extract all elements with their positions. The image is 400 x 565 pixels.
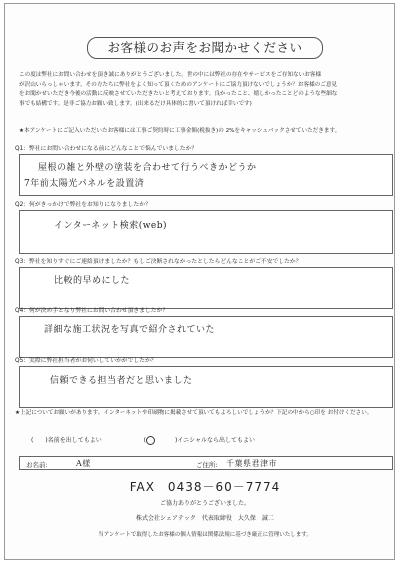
privacy-footer: 当アンケートで取得したお客様の個人情報は関係法規に基づき厳正に管理いたします。	[98, 532, 312, 538]
survey-sheet	[4, 3, 395, 560]
handwritten-answer: インターネット検索(web)	[54, 221, 168, 231]
answer-box-4	[19, 316, 393, 358]
selected-circle-mark	[146, 436, 155, 445]
answer-box-2	[19, 210, 393, 254]
consent-text: ★上記についてお願いがあります。インターネットや印刷物に掲載させて頂いてもよろしいでしょうか？下記の中から○印を お付けください。	[15, 410, 373, 416]
answer-box-1	[19, 154, 393, 196]
intro-text	[19, 71, 389, 109]
consent-option-label: イニシャルなら出してもよい	[177, 437, 255, 444]
question-2-label: Q2：何がきっかけで弊社をお知りになりましたか？	[15, 202, 151, 208]
handwritten-answer: 詳細な施工状況を写真で紹介されていた	[44, 325, 216, 335]
answer-box-5	[19, 366, 393, 408]
address-label: ご住所:	[196, 461, 218, 469]
question-3-label: Q3：弊社を知りすぐにご連絡頂けましたか？もしご決断されなかったとしたらどんなことがご不安でしたか？	[15, 259, 302, 265]
thanks-text: ご協力ありがとうございました。	[159, 500, 250, 507]
name-label: お名前:	[26, 461, 48, 469]
intro-line: が沢山いらっしゃいます。その方たちに弊社をよく知って頂くためのアンケートにご協力頂けないでしょうか？お客様のご意見	[19, 81, 338, 88]
address-value: 千葉県君津市	[226, 459, 277, 468]
consent-option-initial[interactable]: ( )イニシャルなら出してもよい	[143, 437, 255, 444]
intro-line: この度は弊社にお問い合わせを頂き誠にありがとうございました。世の中には弊社の存在やサービスをご存知ないお客様	[19, 72, 322, 78]
consent-options	[31, 435, 295, 445]
cashback-note: ★本アンケートにご記入いただいたお客様には工事ご契約時に工事金額(税抜き)の 2%をキャッシュバックさせていただきます。	[19, 128, 341, 134]
answer-box-3	[19, 267, 393, 309]
question-4-label: Q4：何が決め手となり弊社にお問い合わせ頂きましたか？	[15, 308, 169, 314]
handwritten-answer: 信頼できる担当者だと思いました	[50, 376, 193, 386]
question-1-label: Q1：弊社にお問い合わせになる前にどんなことで悩んでいましたか？	[15, 146, 198, 152]
fax-number: FAX 0438－60－7774	[129, 480, 281, 494]
page-title: お客様のお声をお聞かせください	[87, 37, 323, 59]
consent-option-name[interactable]: ( )名前を出してもよい	[31, 437, 102, 444]
handwritten-answer: 比較的早めにした	[54, 276, 131, 286]
intro-line: をお聞かせいただき今後の活動に反映させていただきたいと考えております。良かったこと、嬉しかったことどのような些細な	[19, 91, 338, 98]
consent-option-label: 名前を出してもよい	[47, 437, 102, 444]
question-5-label: Q5：実際に弊社担当者がお伺いしていかがでしたか？	[15, 358, 157, 364]
name-address-bar	[19, 456, 393, 470]
name-value: A様	[76, 459, 91, 468]
intro-line: 事でも結構です。是非ご協力お願い致します。(出来るだけ具体的に書いて頂ければ幸いです)	[19, 100, 252, 107]
company-signature: 株式会社シェアテック 代表取締役 大久保 誠二	[136, 515, 274, 522]
handwritten-answer: 7年前太陽光パネルを設置済	[24, 179, 145, 189]
handwritten-answer: 屋根の雑と外壁の塗装を合わせて行うべきかどうか	[38, 163, 257, 173]
